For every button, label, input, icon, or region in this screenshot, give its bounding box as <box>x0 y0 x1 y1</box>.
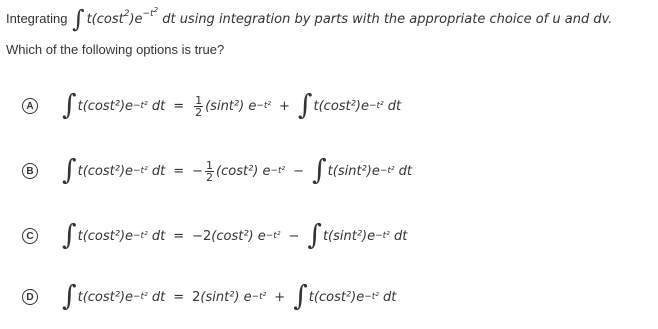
option-c[interactable] <box>22 218 652 251</box>
option-b-expression: ∫ t(cost²)e −t² dt = − $\frac{1}{2}$ (cost²) e −t² − ∫ t(sint²)e −t² dt <box>62 153 413 186</box>
question-prefix: Integrating <box>6 11 68 26</box>
question-line-1 <box>6 4 612 35</box>
fraction: $\frac{1}{2}$ <box>195 93 203 119</box>
question-integrand: $t(\cos t^2)e^{-t^2}$ <box>86 6 159 27</box>
integral-sign: ∫ <box>307 218 322 251</box>
integral-sign: ∫ <box>293 279 308 312</box>
fraction: $\frac{1}{2}$ <box>206 158 214 184</box>
integral-sign: ∫ <box>62 218 77 251</box>
option-a-expression: ∫ t(cost²)e −t² dt = $\frac{1}{2}$ (sint²) e −t² + ∫ t(cost²)e −t² dt <box>62 88 402 121</box>
option-a[interactable] <box>22 88 652 121</box>
integral-sign: ∫ <box>62 88 77 121</box>
question-exponent: −t2 <box>142 6 159 19</box>
integral-sign: ∫ <box>62 153 77 186</box>
integral-sign: ∫ <box>312 153 327 186</box>
integral-sign: ∫ <box>62 279 77 312</box>
option-c-radio[interactable]: C <box>22 228 38 244</box>
option-d-radio[interactable]: D <box>22 289 38 305</box>
option-d-expression: ∫ t(cost²)e −t² dt = 2 (sint²) e −t² + ∫ t(cost²)e −t² dt <box>62 279 397 312</box>
option-d[interactable] <box>22 279 652 312</box>
integral-sign: ∫ <box>297 88 313 121</box>
option-b-radio[interactable]: B <box>22 163 38 179</box>
option-a-radio[interactable]: A <box>22 98 38 114</box>
question-line-2: Which of the following options is true? <box>6 42 225 57</box>
question-suffix: dt using integration by parts with the appropriate choice of u and dv. <box>158 12 613 27</box>
option-b[interactable] <box>22 153 652 186</box>
option-c-expression: ∫ t(cost²)e −t² dt = −2 (cost²) e −t² − ∫ t(sint²)e −t² dt <box>62 218 408 251</box>
integral-sign: ∫ <box>72 5 85 33</box>
